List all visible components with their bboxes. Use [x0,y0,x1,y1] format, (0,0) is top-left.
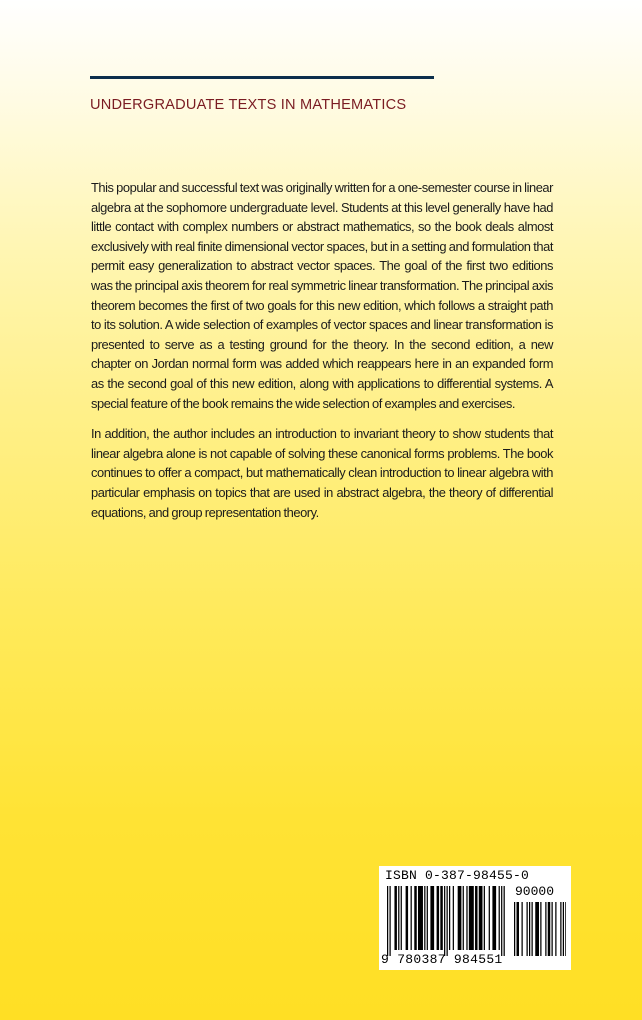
blurb-paragraph-2: In addition, the author includes an introduction to invariant theory to show students that linear algebra alone is not capable of solving these canonical forms problems. The book continues to offer a compact, but mathematically clean introduction to linear algebra with particular emphasis on topics that are used in abstract algebra, the theory of differential equations, and group representation theory. [91,426,553,520]
blurb-paragraph-1: This popular and successful text was originally written for a one-semester course in linear algebra at the sophomore undergraduate level. Students at this level generally have had little contact with complex numbers or abstract mathematics, so the book deals almost exclusively with real finite dimensional vector spaces, but in a setting and formulation that permit easy generalization to abstract vector spaces. The goal of the first two editions was the principal axis theorem for real symmetric linear transformation. The principal axis theorem becomes the first of two goals for this new edition, which follows a straight path to its solution. A wide selection of examples of vector spaces and linear transformation is presented to serve as a testing ground for the theory. In the second edition, a new chapter on Jordan normal form was added which reappears here in an expanded form as the second goal of this new edition, along with applications to differential systems. A special feature of the book remains the wide selection of examples and exercises. [91,180,553,411]
ean-barcode-icon [387,886,505,956]
price-addon-digits: 90000 [515,884,555,899]
back-cover-blurb [91,178,553,533]
series-title: UNDERGRADUATE TEXTS IN MATHEMATICS [90,97,407,113]
ean-digits: 9 780387 984551 [381,952,503,967]
addon-barcode-icon [514,902,566,956]
isbn-label: ISBN 0-387-98455-0 [385,868,530,883]
series-rule [90,76,434,79]
barcode-box [379,866,571,970]
